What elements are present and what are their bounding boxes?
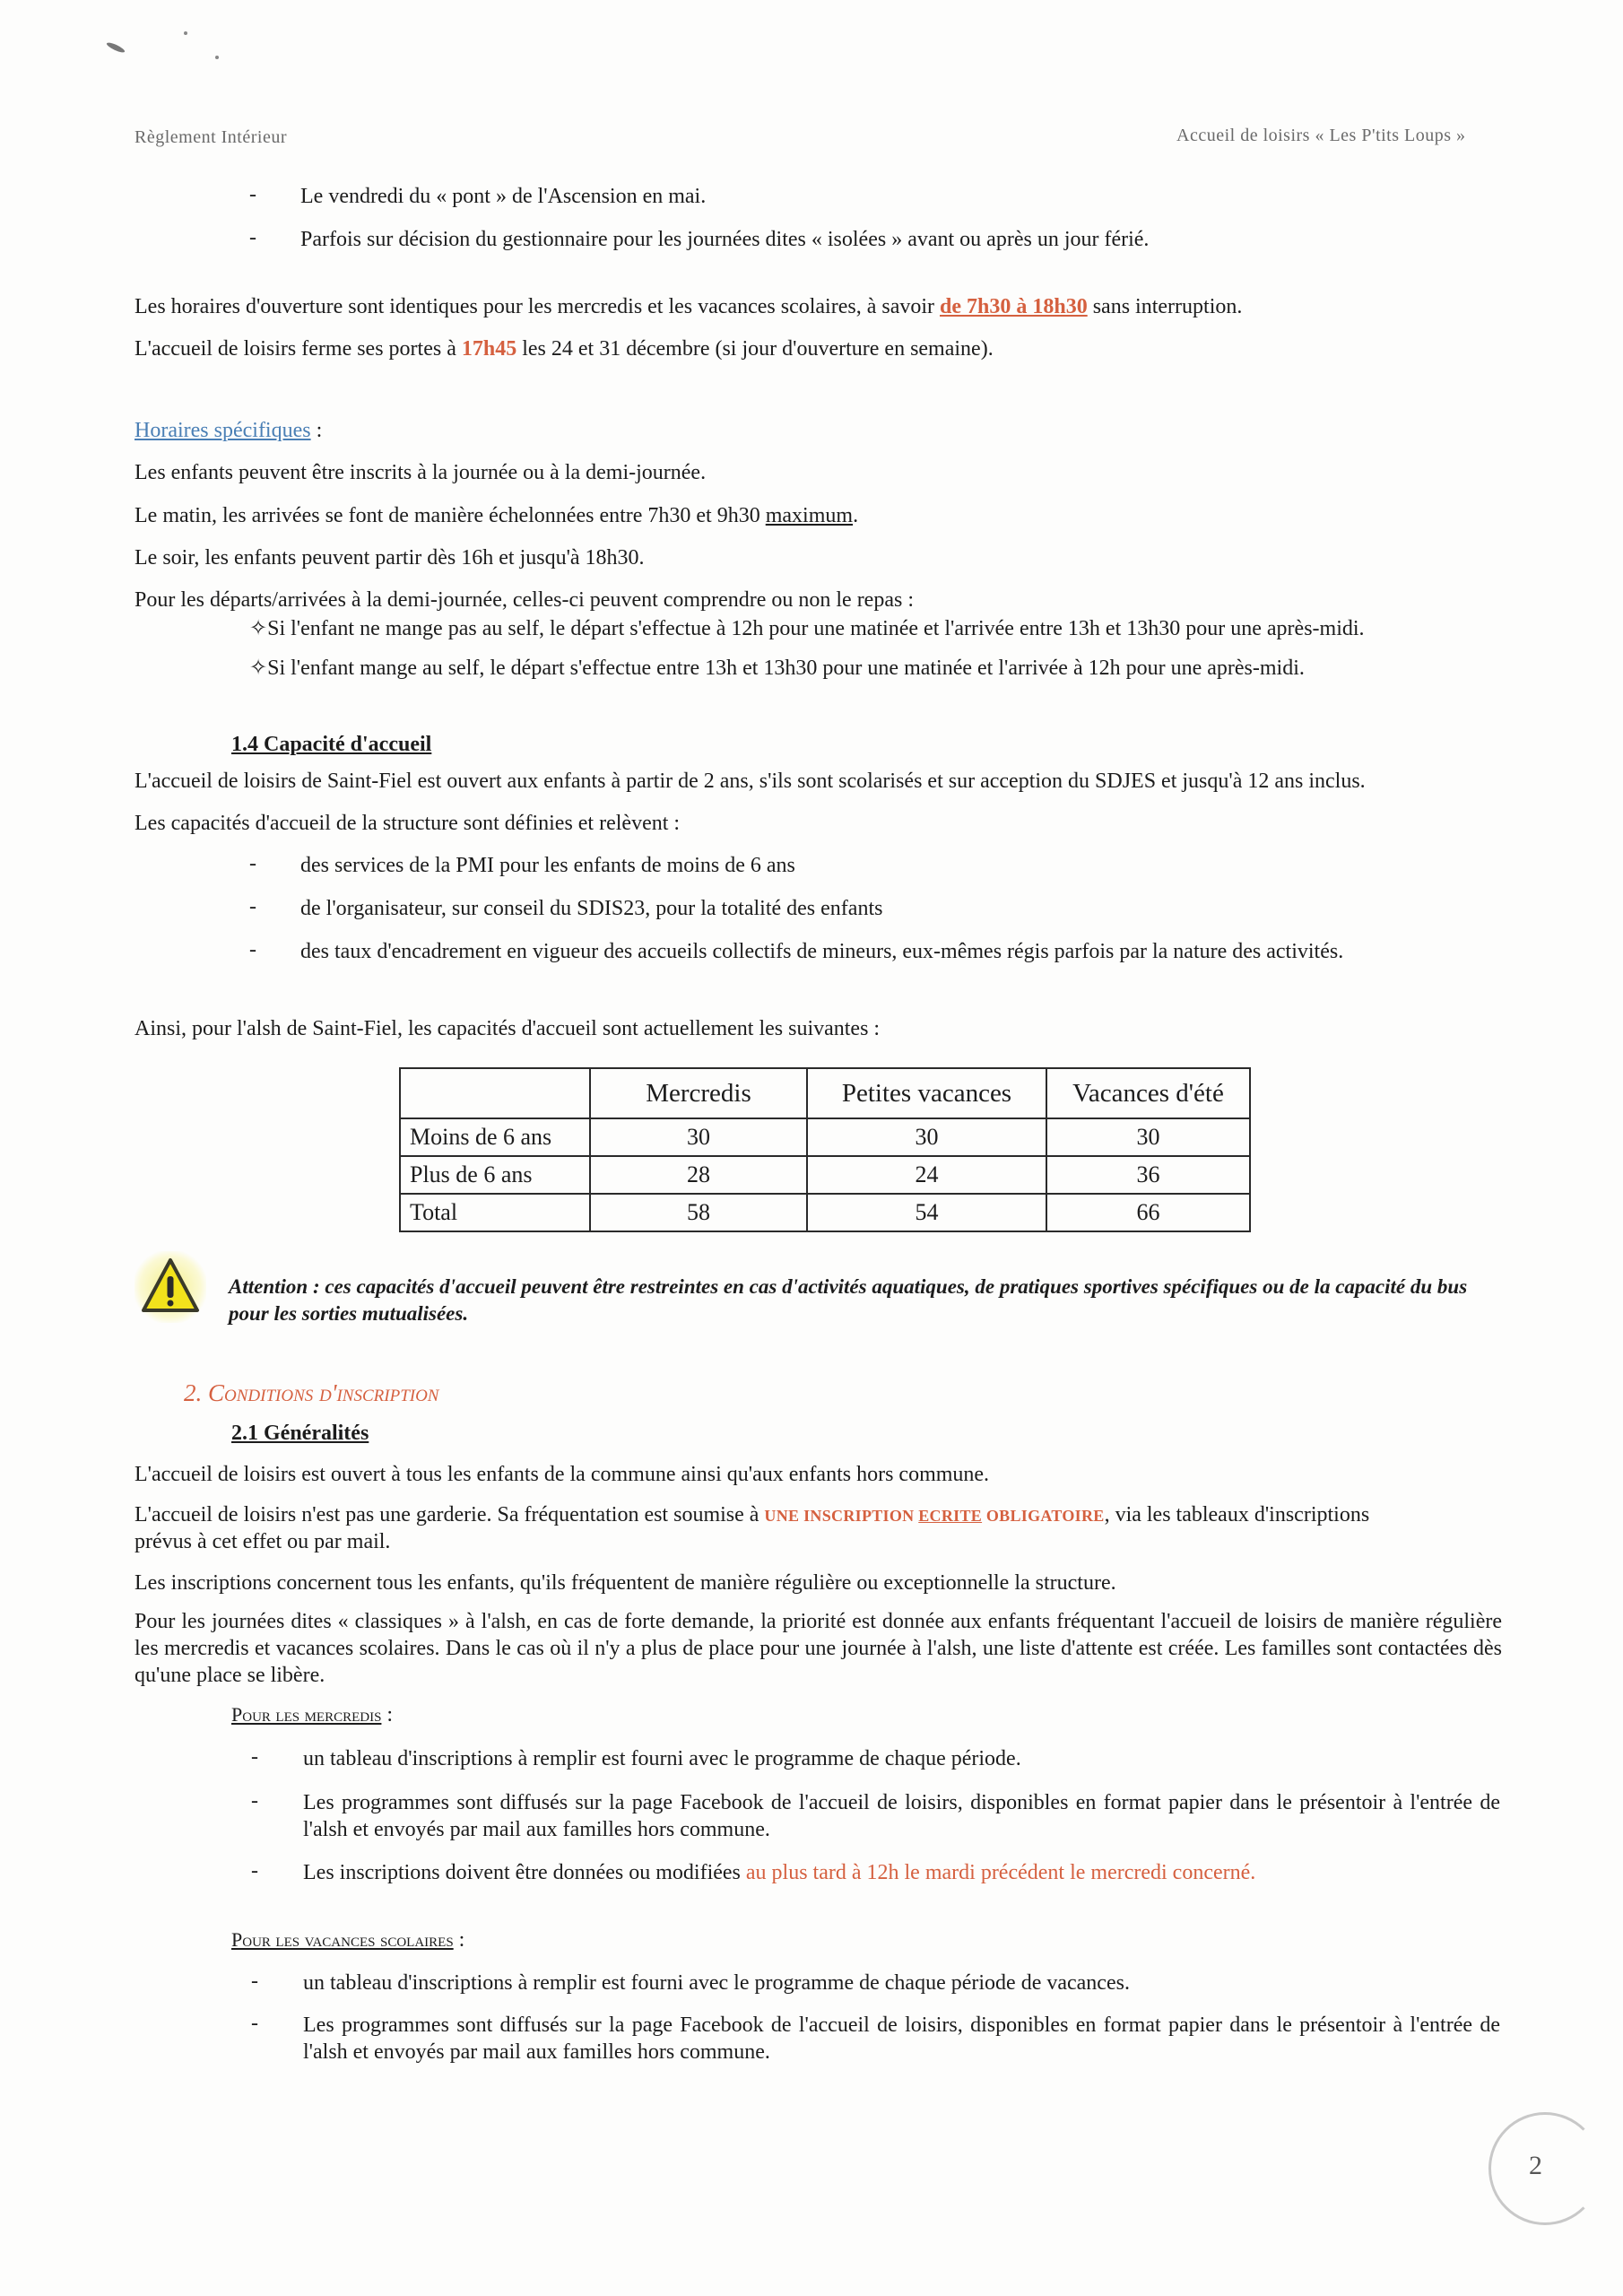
list-dash: - (249, 226, 256, 249)
paragraph (135, 502, 858, 529)
specific-hours-heading (135, 417, 322, 444)
list-item: un tableau d'inscriptions à remplir est fourni avec le programme de chaque période de vacances. (303, 1971, 1130, 1995)
table-cell: Total (400, 1194, 590, 1231)
list-item: Le vendredi du « pont » de l'Ascension en mai. (300, 185, 707, 208)
list-item (249, 655, 1305, 682)
page-number-circle (1488, 2112, 1601, 2225)
text: . (853, 504, 859, 527)
list-dash: - (249, 895, 256, 918)
attention-note: Attention : ces capacités d'accueil peuvent être restreintes en cas d'activités aquatiques, de pratiques sportives spécifiques ou de la capacité du bus pour les sorties mutualisées. (229, 1275, 1468, 1325)
text: Si l'enfant mange au self, le départ s'effectue entre 13h et 13h30 pour une matinée et l'arrivée à 12h pour une après-midi. (267, 657, 1305, 680)
paragraph: Le soir, les enfants peuvent partir dès 16h et jusqu'à 18h30. (135, 546, 645, 570)
subheading-mercredis (231, 1701, 393, 1728)
warning-icon (135, 1251, 206, 1323)
table-cell: 66 (1046, 1194, 1250, 1231)
sparkle-bullet-icon: ✧ (249, 617, 268, 640)
paragraph: L'accueil de loisirs de Saint-Fiel est ouvert aux enfants à partir de 2 ans, s'ils sont scolarisés et sur acception du SDJES et jusqu'à 12 ans inclus. (135, 770, 1366, 793)
paragraph: Les inscriptions concernent tous les enfants, qu'ils fréquentent de manière régulière ou exceptionnelle la structure. (135, 1571, 1116, 1595)
list-item: des services de la PMI pour les enfants de moins de 6 ans (300, 854, 795, 877)
list-dash: - (251, 2012, 258, 2035)
opening-hours-line (135, 293, 1242, 320)
text: Les inscriptions doivent être données ou modifiées (303, 1861, 746, 1884)
list-dash: - (251, 1970, 258, 1993)
table-cell: 54 (807, 1194, 1046, 1231)
table-cell: 36 (1046, 1156, 1250, 1194)
text: : (310, 419, 323, 442)
list-item: Parfois sur décision du gestionnaire pour les journées dites « isolées » avant ou après un jour férié. (300, 228, 1150, 251)
table-cell: Moins de 6 ans (400, 1118, 590, 1156)
text: : (381, 1703, 394, 1726)
scan-artifact (184, 31, 187, 35)
text: Pour les mercredis (231, 1703, 382, 1726)
paragraph: Ainsi, pour l'alsh de Saint-Fiel, les capacités d'accueil sont actuellement les suivantes : (135, 1017, 881, 1040)
scan-artifact (106, 41, 126, 55)
text: Le matin, les arrivées se font de manière échelonnées entre 7h30 et 9h30 (135, 504, 766, 527)
deadline-highlight: au plus tard à 12h le mardi précédent le mercredi concerné. (745, 1861, 1256, 1884)
paragraph: Pour les départs/arrivées à la demi-journée, celles-ci peuvent comprendre ou non le repas : (135, 588, 914, 612)
table-header-cell (400, 1068, 590, 1118)
header-right: Accueil de loisirs « Les P'tits Loups » (1176, 126, 1466, 145)
closing-time-highlight: 17h45 (461, 337, 517, 361)
header-left: Règlement Intérieur (135, 127, 287, 147)
paragraph: Pour les journées dites « classiques » à l'alsh, en cas de forte demande, la priorité est donnée aux enfants fréquentant l'accueil de loisirs de manière régulière les mercredis et vacances scolaires. Dans le cas où il n'y a plus de place pour une journée à l'alsh, une liste d'attente est créée. Les familles sont contactées dès qu'une place se libère. (135, 1610, 1502, 1687)
table-row (400, 1118, 1250, 1156)
table-cell: 30 (1046, 1118, 1250, 1156)
table-header-row (400, 1068, 1250, 1118)
list-dash: - (249, 183, 256, 206)
table-cell: Plus de 6 ans (400, 1156, 590, 1194)
paragraph (135, 1501, 1369, 1529)
paragraph: prévus à cet effet ou par mail. (135, 1530, 391, 1553)
text: : (453, 1928, 465, 1952)
table-header-cell: Mercredis (590, 1068, 807, 1118)
table-cell: 30 (590, 1118, 807, 1156)
table-header-cell: Vacances d'été (1046, 1068, 1250, 1118)
list-item: un tableau d'inscriptions à remplir est fourni avec le programme de chaque période. (303, 1747, 1021, 1770)
capacity-table (399, 1067, 1251, 1232)
list-item (249, 615, 1365, 642)
table-row (400, 1156, 1250, 1194)
text: les 24 et 31 décembre (si jour d'ouverture en semaine). (516, 337, 994, 361)
list-item: Les programmes sont diffusés sur la page Facebook de l'accueil de loisirs, disponibles en format papier dans le présentoir à l'entrée de l'alsh et envoyés par mail aux familles hors commune. (303, 1791, 1500, 1841)
text: Si l'enfant ne mange pas au self, le départ s'effectue à 12h pour une matinée et l'arrivée entre 13h et 13h30 pour une après-midi. (267, 617, 1365, 640)
emphasis: UNE INSCRIPTION (764, 1507, 919, 1525)
section-heading-1-4: 1.4 Capacité d'accueil (231, 733, 432, 756)
list-item: de l'organisateur, sur conseil du SDIS23, pour la totalité des enfants (300, 897, 883, 920)
list-dash: - (249, 852, 256, 875)
text: , via les tableaux d'inscriptions (1104, 1503, 1370, 1526)
list-dash: - (251, 1859, 258, 1883)
closing-line (135, 335, 994, 362)
page-number: 2 (1529, 2151, 1542, 2180)
table-header-cell: Petites vacances (807, 1068, 1046, 1118)
paragraph: L'accueil de loisirs est ouvert à tous les enfants de la commune ainsi qu'aux enfants hors commune. (135, 1463, 990, 1486)
scan-artifact (215, 56, 219, 59)
sparkle-bullet-icon: ✧ (249, 657, 268, 680)
section-heading-2-1: 2.1 Généralités (231, 1422, 369, 1445)
text: sans interruption. (1087, 295, 1243, 318)
list-dash: - (251, 1745, 258, 1769)
emphasis: OBLIGATOIRE (982, 1507, 1105, 1525)
list-dash: - (251, 1789, 258, 1813)
table-cell: 30 (807, 1118, 1046, 1156)
opening-hours-highlight: de 7h30 à 18h30 (940, 295, 1088, 318)
text: L'accueil de loisirs ferme ses portes à (135, 337, 462, 361)
table-cell: 24 (807, 1156, 1046, 1194)
subheading-vacances (231, 1926, 464, 1953)
list-item: des taux d'encadrement en vigueur des accueils collectifs de mineurs, eux-mêmes régis parfois par la nature des activités. (300, 940, 1344, 963)
table-row (400, 1194, 1250, 1231)
emphasis: ECRITE (918, 1507, 983, 1525)
paragraph: Les enfants peuvent être inscrits à la journée ou à la demi-journée. (135, 461, 707, 484)
list-item: Les programmes sont diffusés sur la page Facebook de l'accueil de loisirs, disponibles en format papier dans le présentoir à l'entrée de l'alsh et envoyés par mail aux familles hors commune. (303, 2013, 1500, 2064)
emphasis: maximum (765, 504, 854, 527)
specific-hours-title: Horaires spécifiques (135, 419, 311, 442)
text: Les horaires d'ouverture sont identiques pour les mercredis et les vacances scolaires, à savoir (135, 295, 941, 318)
table-cell: 58 (590, 1194, 807, 1231)
text: L'accueil de loisirs n'est pas une garderie. Sa fréquentation est soumise à (135, 1503, 765, 1526)
paragraph: Les capacités d'accueil de la structure sont définies et relèvent : (135, 812, 681, 835)
table-cell: 28 (590, 1156, 807, 1194)
text: Pour les vacances scolaires (231, 1928, 454, 1951)
section-heading-2: 2. Conditions d'inscription (184, 1379, 439, 1406)
list-item (303, 1859, 1255, 1886)
list-dash: - (249, 938, 256, 961)
